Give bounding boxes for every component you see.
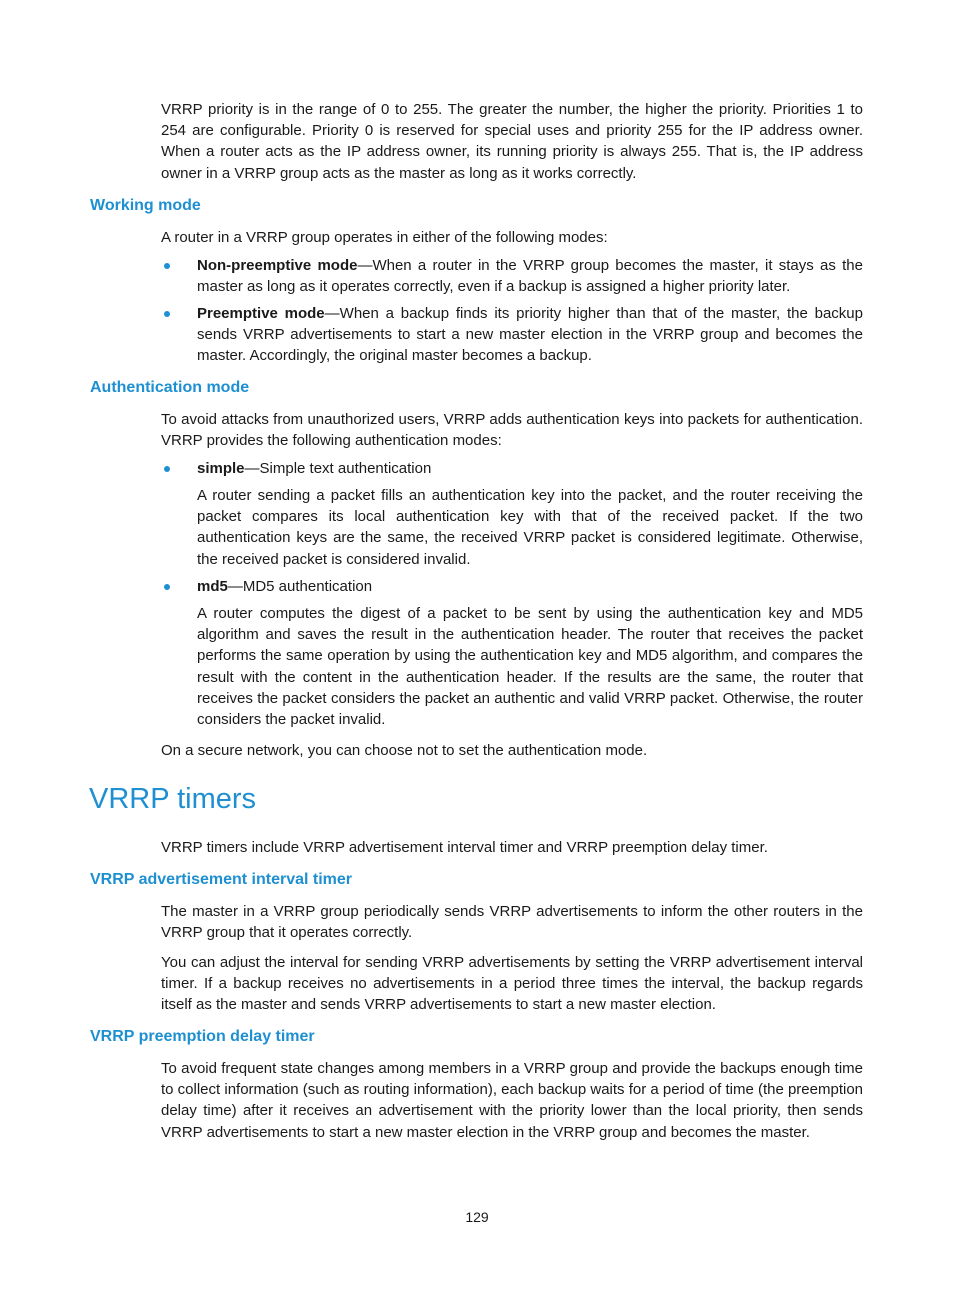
working-mode-intro: A router in a VRRP group operates in either of the following modes: (161, 229, 608, 246)
authentication-mode-heading: Authentication mode (90, 379, 250, 396)
list-item-simple (197, 458, 863, 479)
term-label: md5 (197, 578, 228, 595)
authentication-mode-intro: To avoid attacks from unauthorized users, VRRP adds authentication keys into packets for authentication. VRRP provides the following authentication modes: (161, 411, 863, 450)
preemption-delay-paragraph: To avoid frequent state changes among members in a VRRP group and provide the backups enough time to collect information (such as routing information), each backup waits for a period of time (the preemption delay time) after it receives an advertisement with the priority lower than the local priority, then sends VRRP advertisements to start a new master election in the VRRP group and becomes the master. (161, 1060, 864, 1141)
list-item-preemptive (197, 303, 863, 367)
vrrp-timers-intro: VRRP timers include VRRP advertisement interval timer and VRRP preemption delay timer. (161, 839, 768, 856)
advertisement-interval-paragraph: The master in a VRRP group periodically sends VRRP advertisements to inform the other routers in the VRRP group that it operates correctly. (161, 903, 863, 942)
page-number: 129 (465, 1209, 489, 1225)
authentication-closing: On a secure network, you can choose not to set the authentication mode. (161, 742, 648, 759)
term-description: —Simple text authentication (244, 460, 432, 477)
md5-detail-paragraph: A router computes the digest of a packet to be sent by using the authentication key and MD5 algorithm and saves the result in the authentication header. The router that receives the packet performs the same operation by using the authentication key and MD5 algorithm, and compares the result with the content in the authentication header. If the results are the same, the router that receives the packet considers the packet an authentic and valid VRRP packet. Otherwise, the router considers the packet invalid. (197, 605, 863, 729)
preemption-delay-heading: VRRP preemption delay timer (90, 1028, 315, 1045)
term-description: —When a router in the VRRP group becomes the master, it stays as the master as long as it operates correctly, even if a backup is assigned a higher priority later. (197, 257, 863, 296)
term-description: —When a backup finds its priority higher than that of the master, the backup sends VRRP advertisements to start a new master election in the VRRP group and becomes the master. Accordingly, the original master becomes a backup. (197, 305, 863, 365)
vrrp-timers-heading: VRRP timers (89, 783, 257, 815)
term-label: Preemptive mode (197, 305, 325, 322)
term-label: Non-preemptive mode (197, 257, 358, 274)
term-label: simple (197, 460, 245, 477)
bullet-icon (164, 263, 170, 269)
advertisement-interval-heading: VRRP advertisement interval timer (90, 871, 353, 888)
working-mode-heading: Working mode (90, 197, 201, 214)
list-item-non-preemptive (197, 255, 863, 297)
bullet-icon (164, 466, 170, 472)
term-description: —MD5 authentication (227, 578, 373, 595)
bullet-icon (164, 584, 170, 590)
list-item-md5 (197, 576, 863, 597)
advertisement-interval-paragraph: You can adjust the interval for sending VRRP advertisements by setting the VRRP advertisement interval timer. If a backup receives no advertisements in a period three times the interval, the backup regards itself as the master and sends VRRP advertisements to start a new master election. (161, 954, 863, 1014)
intro-paragraph: VRRP priority is in the range of 0 to 255. The greater the number, the higher the priority. Priorities 1 to 254 are configurable. Priority 0 is reserved for special uses and priority 255 for the IP address owner. When a router acts as the IP address owner, its running priority is always 255. That is, the IP address owner in a VRRP group acts as the master as long as it works correctly. (161, 101, 863, 182)
simple-detail-paragraph: A router sending a packet fills an authentication key into the packet, and the router receiving the packet compares its local authentication key with that of the received packet. If the two authentication keys are the same, the received VRRP packet is considered legitimate. Otherwise, the received packet is considered invalid. (197, 487, 863, 568)
bullet-icon (164, 311, 170, 317)
